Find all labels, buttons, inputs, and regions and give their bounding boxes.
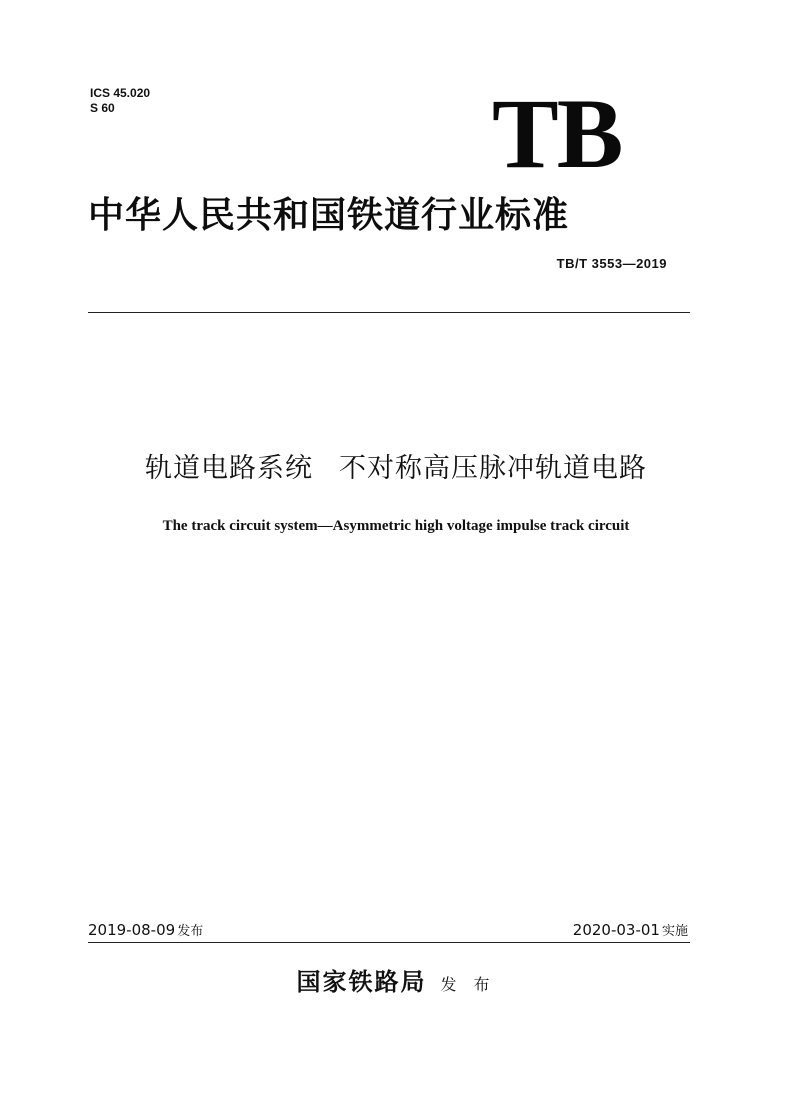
publisher-line [0, 962, 792, 997]
implementation-date-line [573, 920, 688, 942]
title-chinese [0, 452, 792, 486]
ccs-code: S 60 [90, 101, 115, 115]
standard-category-name: 中华人民共和国铁道行业标准 [88, 194, 570, 236]
title-english: The track circuit system—Asymmetric high voltage impulse track circuit [162, 518, 630, 534]
publisher-action: 发 布 [440, 975, 496, 994]
publisher-name: 国家铁路局 [296, 967, 427, 996]
standard-number: TB/T 3553—2019 [556, 256, 667, 271]
issue-label: 发布 [177, 924, 204, 939]
footer-divider [88, 942, 690, 943]
issue-date: 2019-08-09 [88, 921, 176, 939]
header-divider [88, 312, 690, 313]
issue-date-line [88, 920, 203, 942]
tb-logo: TB [492, 78, 622, 189]
title-chinese-part1: 轨道电路系统 [145, 453, 313, 484]
classification-codes [90, 86, 150, 116]
title-chinese-part2: 不对称高压脉冲轨道电路 [339, 453, 647, 484]
ics-code: ICS 45.020 [90, 86, 151, 100]
implementation-date: 2020-03-01 [572, 921, 660, 939]
implementation-label: 实施 [661, 924, 688, 939]
